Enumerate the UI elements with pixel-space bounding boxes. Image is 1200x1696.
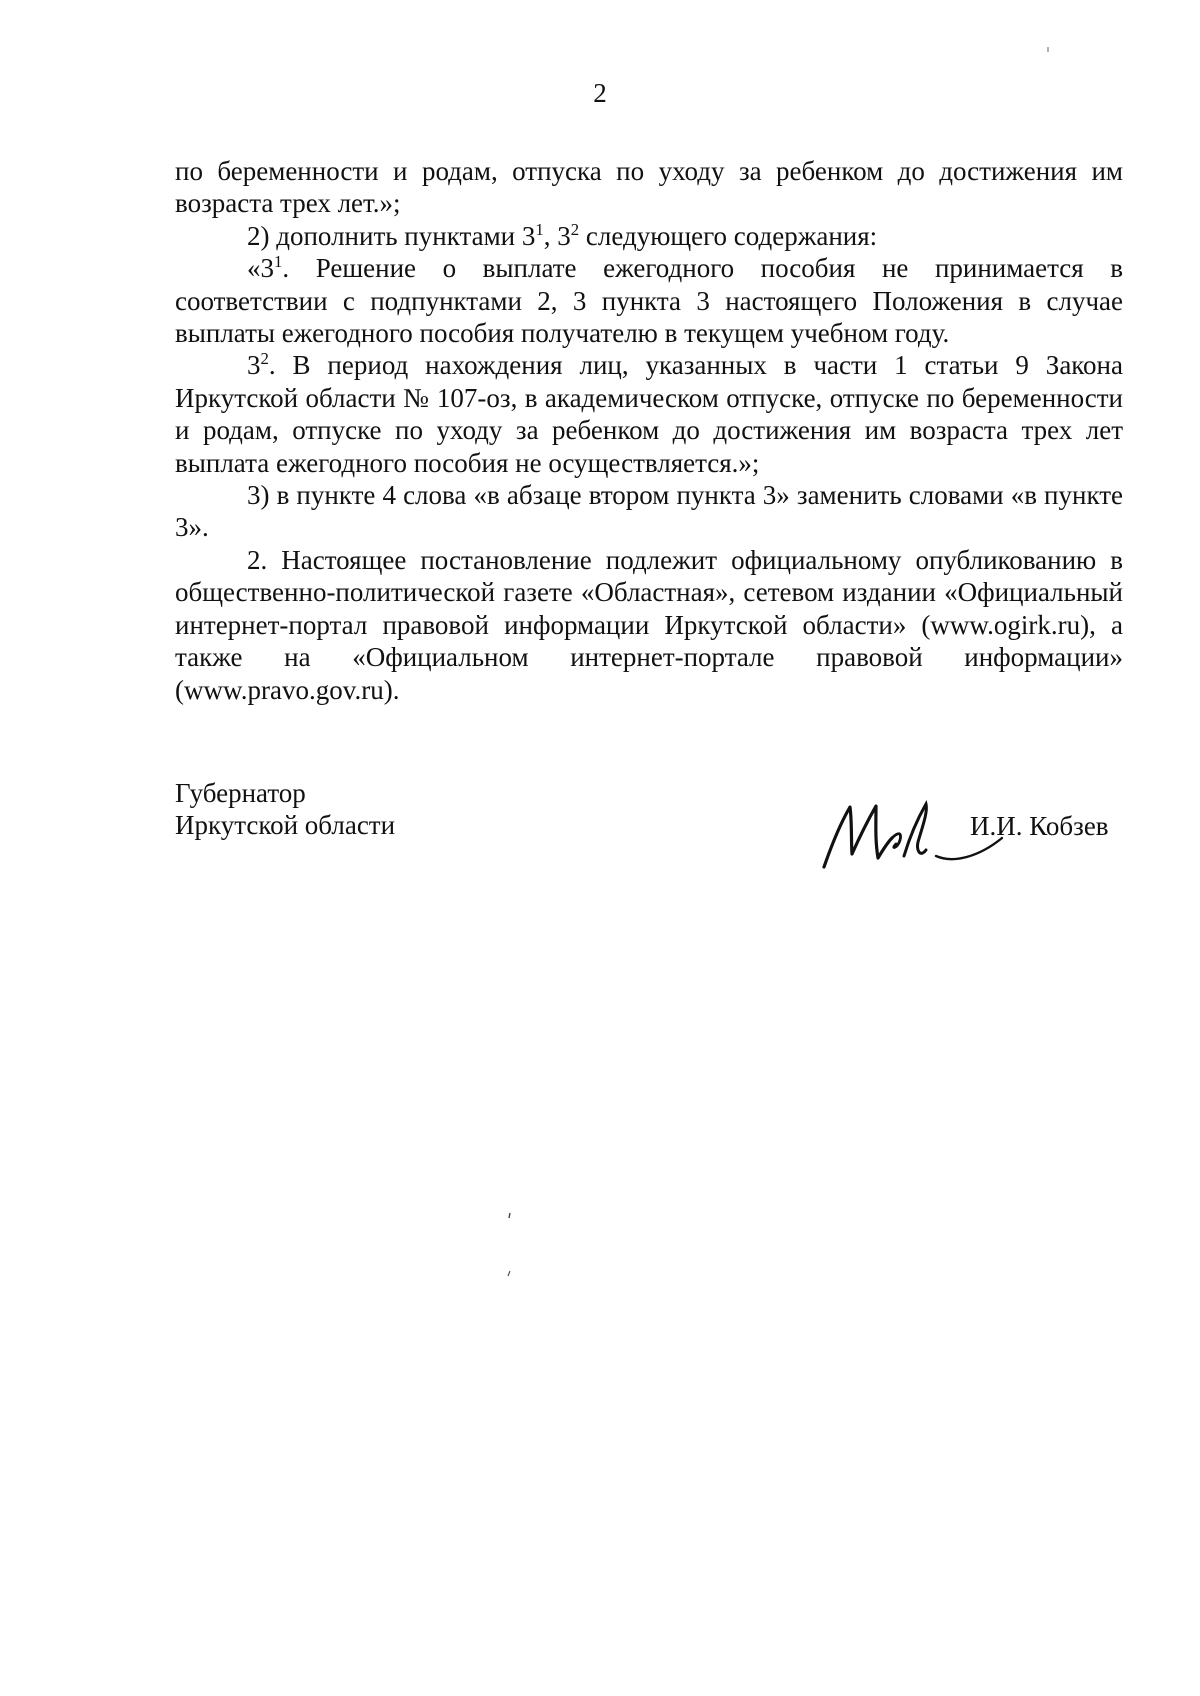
paragraph-text: 2) дополнить пунктами 3 [247,220,536,251]
paragraph-text: . В период нахождения лиц, указанных в части 1 статьи 9 Закона Иркутской области № 107-оз, в академическом отпуске, отпуске по беременности и родам, отпуске по уходу за ребенком до достижения им возраста трех лет выплата ежегодного пособия не осуществляется.»; [175,350,1123,478]
scan-speck [1046,46,1050,54]
paragraph [175,349,1123,479]
paragraph-text: «3 [247,253,274,284]
signer-position-line-2: Иркутской области [175,810,396,840]
paragraph [175,155,1123,220]
signer-name: И.И. Кобзев [970,811,1109,841]
paragraph-text: 3) в пункте 4 слова «в абзаце втором пункта 3» заменить словами «в пункте 3». [175,480,1123,543]
scan-speck [508,1212,512,1220]
signature-block [175,777,395,841]
scan-speck [507,1270,511,1278]
paragraph-text: следующего содержания: [579,220,878,251]
paragraph [175,479,1123,544]
page-number: 2 [593,78,607,108]
paragraph-text: . Решение о выплате ежегодного пособия не принимается в соответствии с подпунктами 2, 3 пункта 3 настоящего Положения в случае выплаты ежегодного пособия получателю в текущем учебном году. [175,253,1123,349]
paragraph [175,220,1123,252]
paragraph-text: 3 [247,350,261,381]
superscript: 1 [535,219,544,239]
paragraph [175,252,1123,349]
superscript: 1 [274,252,283,272]
superscript: 2 [260,349,269,369]
paragraph-text: , 3 [543,220,571,251]
document-body [175,155,1123,706]
signer-position-line-1: Губернатор [175,778,306,808]
paragraph [175,544,1123,706]
paragraph-text: 2. Настоящее постановление подлежит официальному опубликованию в общественно-политической газете «Областная», сетевом издании «Официальный интернет-портал правовой информации Иркутской области» (www.ogirk.ru), а также на «Официальном интернет-портале правовой информации» (www.pravo.gov.ru). [175,544,1123,705]
paragraph-text: по беременности и родам, отпуска по уходу за ребенком до достижения им возраста трех лет.»; [175,156,1123,219]
superscript: 2 [570,219,580,239]
